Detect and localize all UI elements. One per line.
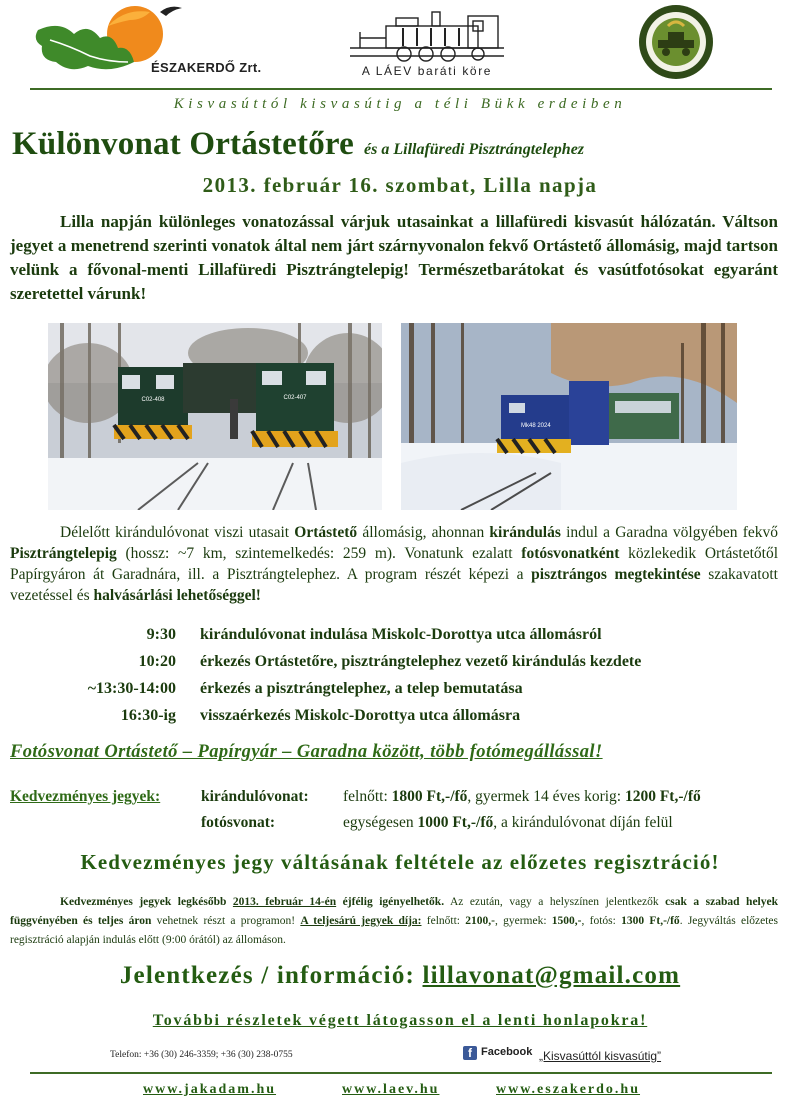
schedule-item: kirándulóvonat indulása Miskolc-Dorottya utca állomásról xyxy=(200,626,602,643)
eszakerdo-name: ÉSZAKERDŐ Zrt. xyxy=(151,60,262,75)
intro-paragraph: Lilla napján különleges vonatozással várjuk utasainkat a lillafüredi kisvasút hálózatán. Váltson jegyet a menetrend szerinti vonatok által nem járt szárnyvonalon fekvő Ortástető állomásig, majd tartson velünk a fővonal-menti Lillafüredi Pisztrángtelepig! Természetbarátokat és vasútfotósokat egyaránt szeretettel várunk! xyxy=(10,212,778,303)
price-value: 1200 Ft,-/fő xyxy=(624,788,701,805)
contact-line xyxy=(0,962,800,990)
schedule-item: érkezés a pisztrángtelephez, a telep bemutatása xyxy=(200,680,523,697)
desc-bold: fotósvonatként xyxy=(521,545,620,562)
headline-sub: és a Lillafüredi Pisztrángtelephez xyxy=(364,141,585,158)
small-text: felnőtt: xyxy=(421,915,466,927)
loco-number-2: C02-407 xyxy=(283,395,307,401)
laev-seal-logo xyxy=(638,4,714,80)
link-eszakerdo[interactable]: www.eszakerdo.hu xyxy=(496,1082,641,1097)
discount-heading: Kedvezményes jegyek: xyxy=(10,788,161,805)
discount-label-photo: fotósvonat: xyxy=(201,814,276,831)
photo-two-locomotives xyxy=(48,323,382,510)
desc-text: állomásig, ahonnan xyxy=(357,524,490,541)
facebook-icon[interactable]: f xyxy=(463,1046,477,1060)
contact-email-link[interactable]: lillavonat@gmail.com xyxy=(422,962,681,989)
desc-text: közlekedik Ortástetőtől Papírgyáron át Garadnára, ill. a Pisztrángtelephez. A program részét képezi a xyxy=(10,545,778,583)
photo-locomotive-in-snow xyxy=(401,323,737,510)
more-info-line: További részletek végett látogasson el a lenti honlapokra! xyxy=(152,1012,648,1029)
schedule-item: visszaérkezés Miskolc-Dorottya utca állomásra xyxy=(200,707,521,724)
full-price-photo: 1300 Ft,-/fő xyxy=(621,915,680,927)
headline xyxy=(12,126,584,163)
desc-text: szakavatott vezetéssel és xyxy=(10,566,778,604)
desc-text: Délelőtt kirándulóvonat viszi utasait xyxy=(60,524,295,541)
price-value: 1800 Ft,-/fő xyxy=(391,788,468,805)
discount-price-photo xyxy=(343,814,673,832)
discount-label-excursion: kirándulóvonat: xyxy=(201,788,309,805)
schedule-time: ~13:30-14:00 xyxy=(87,680,176,697)
ticket-small-print xyxy=(10,893,778,950)
link-jakadam[interactable]: www.jakadam.hu xyxy=(143,1082,277,1097)
small-text: , fotós: xyxy=(581,915,622,927)
discount-price-excursion xyxy=(343,788,701,806)
full-price-adult: 2100,- xyxy=(465,915,495,927)
link-laev[interactable]: www.laev.hu xyxy=(342,1082,440,1097)
deadline-date: 2013. február 14-én xyxy=(232,896,337,908)
desc-bold: pisztrángos megtekintése xyxy=(531,566,701,583)
small-text: csak a szabad helyek függvényében és teljes áron xyxy=(10,896,778,927)
price-text: egységesen xyxy=(343,814,418,831)
small-text: vehetnek részt a programon! xyxy=(151,915,301,927)
desc-bold: Ortástető xyxy=(294,524,358,541)
desc-text: indul a Garadna völgyében fekvő xyxy=(560,524,778,541)
schedule-time: 16:30-ig xyxy=(120,707,176,724)
price-value: 1000 Ft,-/fő xyxy=(417,814,494,831)
registration-condition: Kedvezményes jegy váltásának feltétele az előzetes regisztráció! xyxy=(80,850,720,874)
small-text: igényelhetők. xyxy=(372,896,445,908)
desc-bold: kirándulás xyxy=(489,524,561,541)
facebook-label[interactable]: Facebook xyxy=(481,1046,533,1058)
small-text: . Jegyváltás előzetes regisztráció alapján indulás előtt (9:00 órától) az állomáson. xyxy=(10,915,779,946)
schedule-item: érkezés Ortástetőre, pisztrángtelephez vezető kirándulás kezdete xyxy=(200,653,642,670)
full-price-heading: A teljesárú jegyek díja: xyxy=(300,915,422,927)
headline-main: Különvonat Ortástetőre xyxy=(12,126,355,162)
subtitle: Kisvasúttól kisvasútig a téli Bükk erdeiben xyxy=(173,96,627,112)
event-date: 2013. február 16. szombat, Lilla napja xyxy=(202,173,598,197)
loco-number-3: Mk48 2024 xyxy=(521,423,551,429)
contact-label: Jelentkezés / információ: xyxy=(119,962,423,989)
laev-friends-label: A LÁEV baráti köre xyxy=(361,64,493,78)
price-text: , gyermek 14 éves korig: xyxy=(467,788,625,805)
schedule-time: 9:30 xyxy=(146,626,176,643)
phone-numbers: Telefon: +36 (30) 246-3359; +36 (30) 238-0755 xyxy=(110,1050,293,1060)
program-description xyxy=(10,522,778,606)
footer-rule xyxy=(30,1072,772,1074)
full-price-child: 1500,- xyxy=(551,915,582,927)
desc-text: (hossz: ~7 km, szintemelkedés: 259 m). Vonatunk ezalatt xyxy=(116,545,522,562)
photo-train-notice: Fotósvonat Ortástető – Papírgyár – Garadna között, több fotómegállással! xyxy=(10,742,603,762)
header-rule xyxy=(30,88,772,90)
loco-number-1: C02-408 xyxy=(141,397,165,403)
price-text: felnőtt: xyxy=(343,788,392,805)
small-text: Az ezután, vagy a helyszínen jelentkezők xyxy=(444,896,666,908)
schedule-time: 10:20 xyxy=(138,653,176,670)
small-text: Kedvezményes jegyek legkésőbb xyxy=(60,896,233,908)
small-text: éjfélig xyxy=(336,896,373,908)
price-text: , a kirándulóvonat díján felül xyxy=(493,814,673,831)
desc-bold: halvásárlási lehetőséggel! xyxy=(93,587,261,604)
desc-bold: Pisztrángtelepig xyxy=(10,545,117,562)
facebook-page-link[interactable]: „Kisvasúttól kisvasútig” xyxy=(539,1049,662,1063)
small-text: , gyermek: xyxy=(494,915,552,927)
